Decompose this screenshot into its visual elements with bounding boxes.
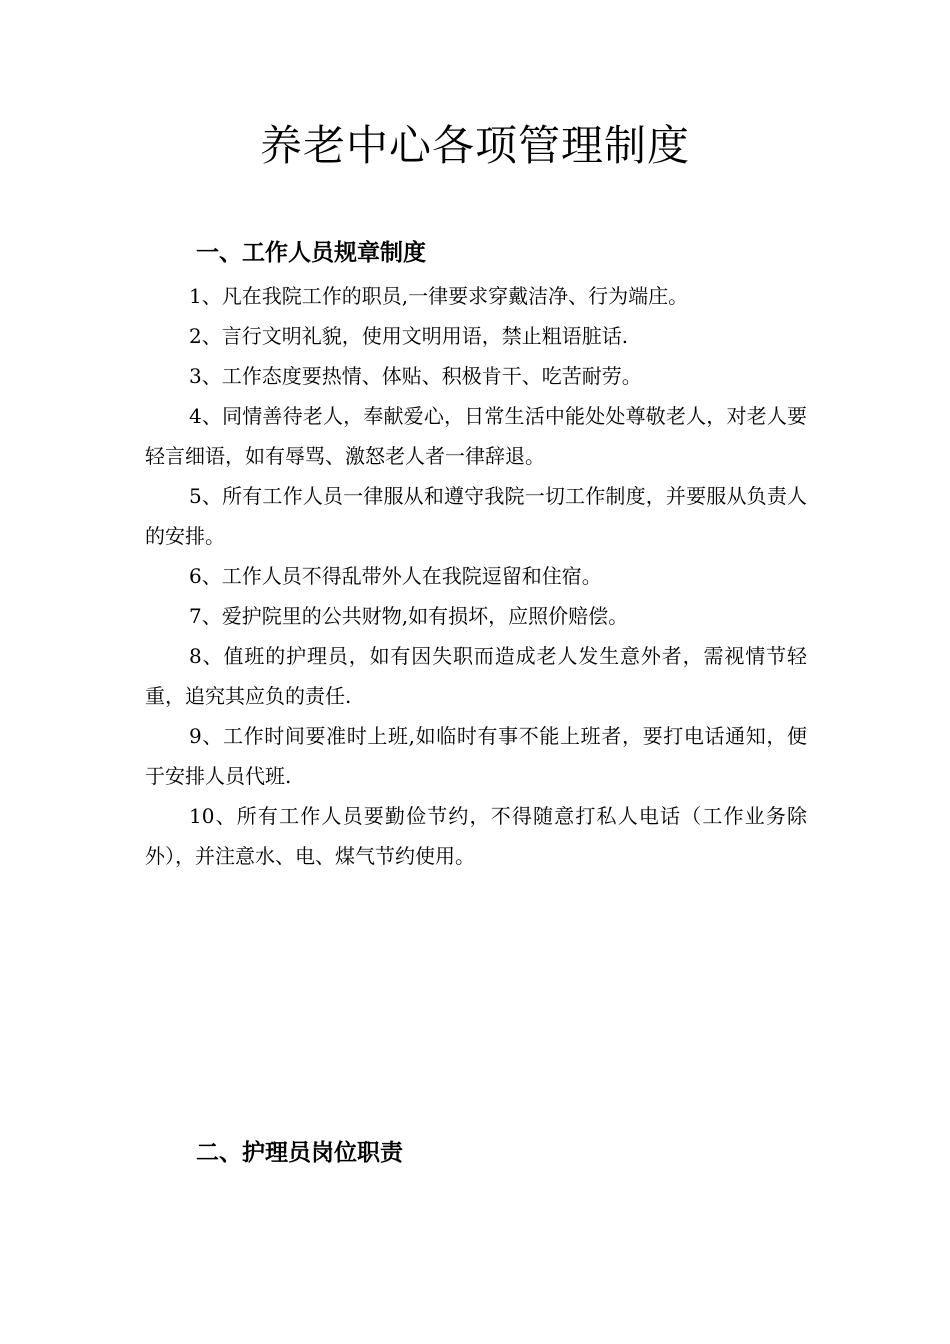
rule-item-6: 6、工作人员不得乱带外人在我院逗留和住宿。 — [189, 564, 602, 588]
rule-item-4: 4、同情善待老人，奉献爱心，日常生活中能处处尊敬老人，对老人要轻言细语，如有辱骂、激怒老人者一律辞退。 — [145, 404, 807, 468]
rule-item-8: 8、值班的护理员，如有因失职而造成老人发生意外者，需视情节轻重，追究其应负的责任. — [145, 644, 807, 708]
rule-item-2: 2、言行文明礼貌，使用文明用语，禁止粗语脏话. — [189, 324, 629, 348]
rule-item-9: 9、工作时间要准时上班,如临时有事不能上班者，要打电话通知，便于安排人员代班. — [145, 724, 807, 788]
section-heading-caregiver-duties: 二、护理员岗位职责 — [196, 1140, 403, 1166]
rule-item-1: 1、凡在我院工作的职员,一律要求穿戴洁净、行为端庄。 — [189, 284, 689, 308]
document-title: 养老中心各项管理制度 — [259, 121, 690, 170]
rule-item-7: 7、爱护院里的公共财物,如有损坏，应照价赔偿。 — [189, 604, 629, 628]
section-heading-staff-rules: 一、工作人员规章制度 — [196, 240, 426, 266]
rule-item-5: 5、所有工作人员一律服从和遵守我院一切工作制度，并要服从负责人的安排。 — [145, 484, 807, 548]
rule-item-3: 3、工作态度要热情、体贴、积极肯干、吃苦耐劳。 — [189, 364, 642, 388]
staff-rules-list — [145, 276, 807, 876]
rule-item-10: 10、所有工作人员要勤俭节约，不得随意打私人电话（工作业务除外），并注意水、电、煤气节约使用。 — [145, 804, 807, 868]
